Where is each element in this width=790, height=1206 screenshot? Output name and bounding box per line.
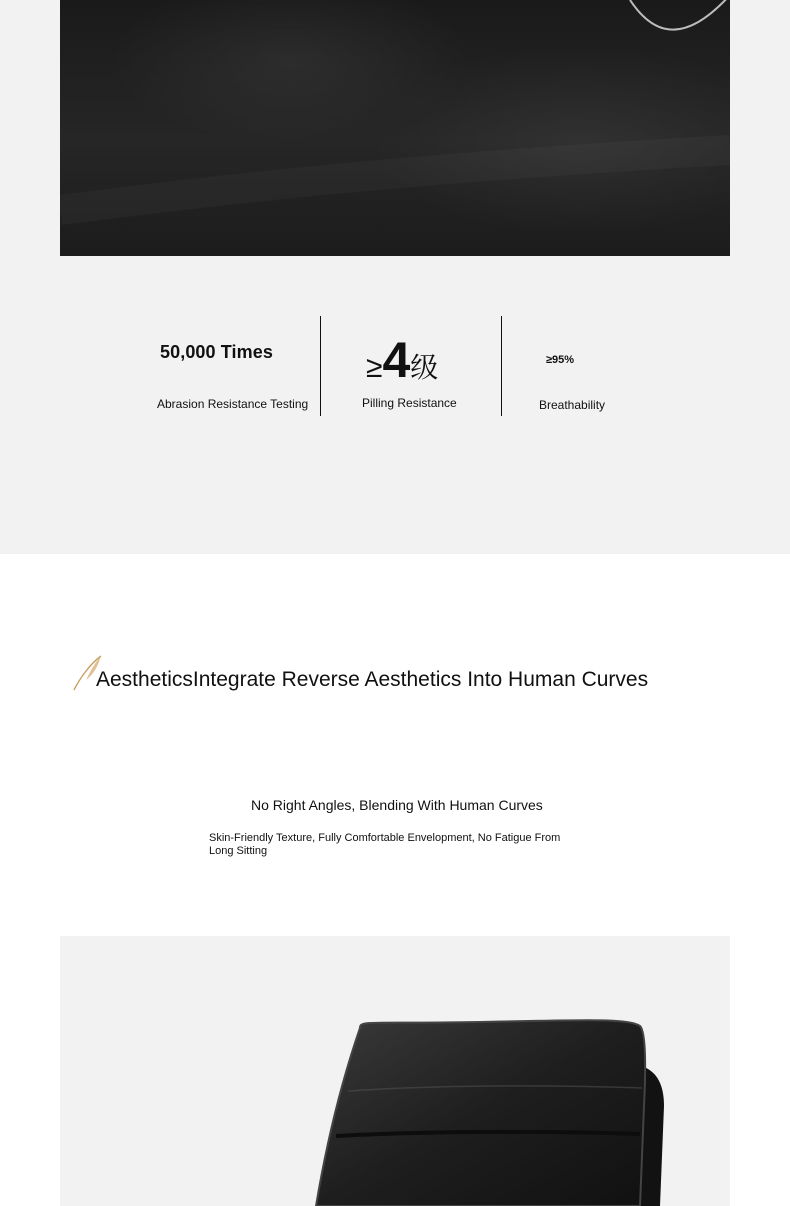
- aesthetics-heading: [72, 654, 772, 694]
- stat-pilling-number: 4: [382, 332, 411, 388]
- curves-subheading: No Right Angles, Blending With Human Curves: [251, 797, 543, 813]
- divider: [320, 316, 321, 416]
- stat-breathability-label: Breathability: [539, 398, 606, 412]
- aesthetics-title: AestheticsIntegrate Reverse Aesthetics Into Human Curves: [96, 668, 649, 691]
- stat-abrasion: [148, 322, 316, 428]
- stat-pilling-label: Pilling Resistance: [362, 396, 457, 410]
- stat-breathability: [530, 330, 680, 430]
- chair-backrest-image: [60, 936, 730, 1206]
- stat-abrasion-value: 50,000 Times: [160, 342, 273, 362]
- stat-pilling-value: [366, 330, 438, 403]
- stat-pilling-unit: 级: [410, 351, 439, 384]
- fabric-close-up-image: [60, 0, 730, 256]
- stat-pilling: [330, 322, 490, 422]
- stat-abrasion-label: Abrasion Resistance Testing: [157, 397, 309, 411]
- curves-description: Skin-Friendly Texture, Fully Comfortable Envelopment, No Fatigue From Long Sitting: [209, 832, 561, 857]
- stat-breathability-value: ≥95%: [546, 354, 575, 366]
- stat-pilling-prefix: ≥: [366, 351, 383, 384]
- features-section: [0, 0, 790, 554]
- divider: [501, 316, 502, 416]
